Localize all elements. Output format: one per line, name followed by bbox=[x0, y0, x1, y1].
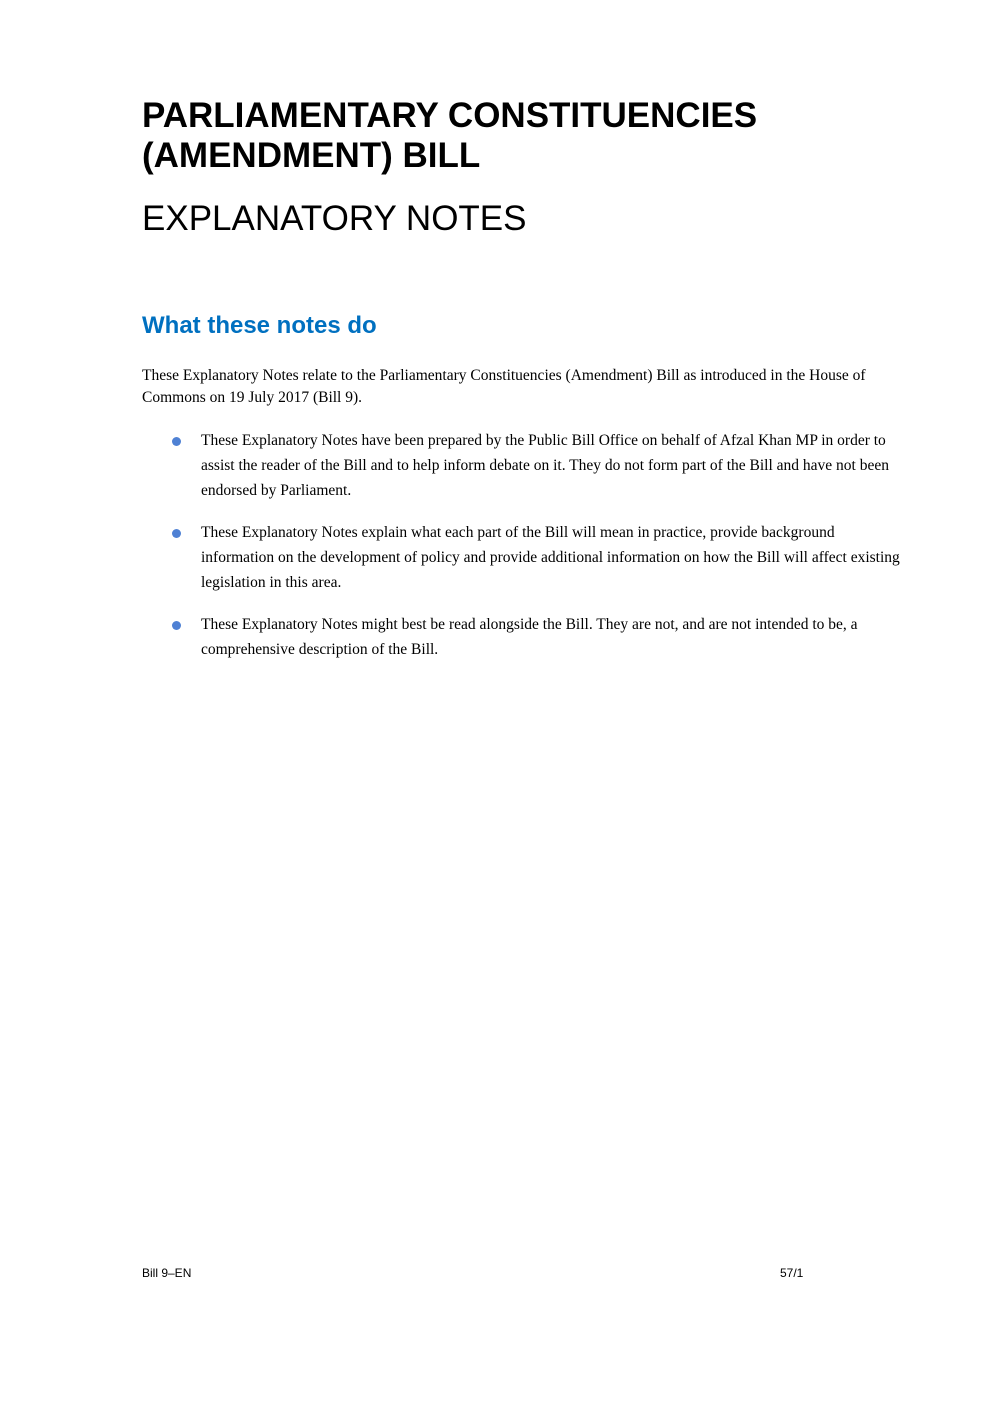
document-subtitle: EXPLANATORY NOTES bbox=[142, 199, 527, 238]
bullet-item bbox=[142, 428, 902, 503]
bullet-text: These Explanatory Notes have been prepared by the Public Bill Office on behalf of Afzal Khan MP in order to assist the reader of the Bill and to help inform debate on it. They do not form part of the Bill and have not been endorsed by Parliament. bbox=[201, 432, 889, 499]
bullet-text: These Explanatory Notes might best be read alongside the Bill. They are not, and are not intended to be, a comprehensive description of the Bill. bbox=[201, 616, 858, 658]
bullet-item bbox=[142, 612, 902, 662]
intro-paragraph: These Explanatory Notes relate to the Parliamentary Constituencies (Amendment) Bill as introduced in the House of Commons on 19 July 2017 (Bill 9). bbox=[142, 367, 866, 406]
bullet-text: These Explanatory Notes explain what each part of the Bill will mean in practice, provide background information on the development of policy and provide additional information on how the Bill will affect existing legislation in this area. bbox=[201, 524, 900, 591]
document-title: PARLIAMENTARY CONSTITUENCIES (AMENDMENT) BILL bbox=[142, 96, 758, 175]
footer-bill-reference: Bill 9–EN bbox=[142, 1266, 192, 1280]
bullet-item bbox=[142, 520, 902, 595]
bullet-dot-icon bbox=[172, 529, 181, 538]
footer-page-reference: 57/1 bbox=[780, 1266, 804, 1280]
bullet-dot-icon bbox=[172, 437, 181, 446]
section-heading: What these notes do bbox=[142, 312, 377, 339]
bullet-dot-icon bbox=[172, 621, 181, 630]
bullet-list bbox=[142, 428, 902, 679]
